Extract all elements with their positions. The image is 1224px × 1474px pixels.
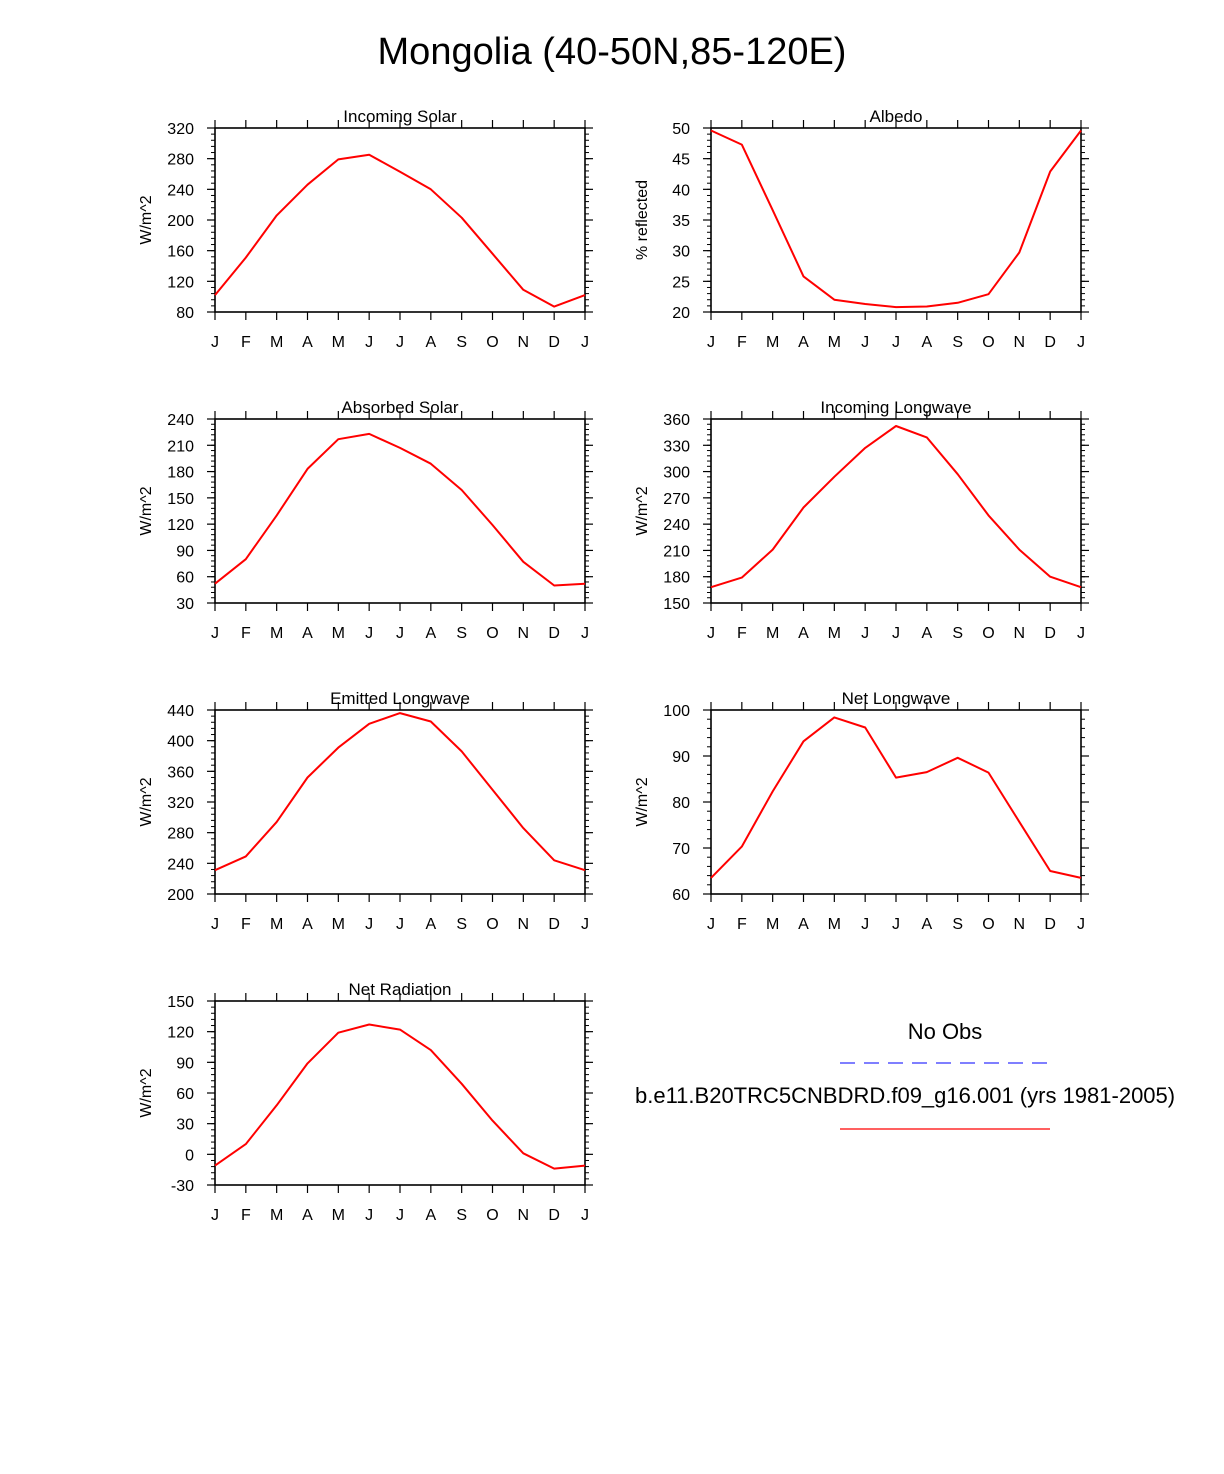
x-tick-label: M bbox=[827, 625, 841, 642]
x-tick-label: J bbox=[396, 916, 404, 933]
y-tick-label: 360 bbox=[663, 412, 690, 429]
x-tick-label: N bbox=[517, 625, 530, 642]
series-line bbox=[711, 426, 1081, 587]
x-tick-label: J bbox=[1077, 334, 1085, 351]
y-tick-label: 25 bbox=[672, 274, 690, 292]
y-tick-label: 320 bbox=[167, 121, 194, 138]
x-tick-label: J bbox=[211, 625, 219, 642]
y-tick-label: 240 bbox=[167, 412, 194, 429]
x-tick-label: S bbox=[456, 916, 468, 933]
plot-frame bbox=[215, 419, 585, 603]
y-tick-label: 440 bbox=[167, 703, 194, 720]
x-tick-label: J bbox=[365, 916, 374, 933]
y-tick-label: 0 bbox=[185, 1147, 194, 1165]
x-tick-label: J bbox=[396, 334, 404, 351]
series-line bbox=[215, 434, 585, 586]
x-tick-label: M bbox=[766, 334, 780, 351]
y-tick-label: 50 bbox=[672, 121, 690, 138]
x-tick-label: S bbox=[952, 334, 964, 351]
y-tick-label: 240 bbox=[167, 182, 194, 200]
plot-frame bbox=[711, 128, 1081, 312]
y-tick-label: 280 bbox=[167, 825, 194, 843]
y-axis-label: W/m^2 bbox=[138, 1068, 155, 1118]
panel-title: Absorbed Solar bbox=[341, 398, 459, 417]
x-tick-label: F bbox=[240, 916, 251, 933]
panel-incoming-longwave bbox=[634, 398, 1089, 642]
x-tick-label: J bbox=[211, 1207, 219, 1224]
x-tick-label: D bbox=[548, 916, 560, 933]
y-tick-label: 60 bbox=[176, 1086, 194, 1103]
y-tick-label: 120 bbox=[167, 517, 194, 535]
x-tick-label: F bbox=[240, 625, 251, 642]
panel-emitted-longwave bbox=[138, 689, 593, 933]
panel-incoming-solar bbox=[138, 107, 593, 351]
panels bbox=[138, 107, 1089, 1224]
x-tick-label: J bbox=[892, 916, 900, 933]
y-tick-label: 150 bbox=[167, 490, 194, 508]
x-tick-label: A bbox=[302, 334, 313, 351]
y-tick-label: -30 bbox=[170, 1178, 194, 1195]
x-tick-label: A bbox=[425, 1207, 437, 1224]
y-tick-label: 40 bbox=[672, 182, 690, 200]
series-line bbox=[711, 131, 1081, 308]
x-tick-label: J bbox=[581, 916, 589, 933]
y-axis-label: W/m^2 bbox=[138, 195, 155, 245]
y-tick-label: 150 bbox=[167, 994, 194, 1011]
x-tick-label: M bbox=[766, 625, 780, 642]
y-tick-label: 20 bbox=[672, 305, 690, 322]
plot-frame bbox=[711, 419, 1081, 603]
y-tick-label: 330 bbox=[663, 438, 690, 456]
plot-frame bbox=[215, 128, 585, 312]
x-tick-label: O bbox=[486, 1207, 499, 1224]
x-tick-label: D bbox=[1044, 916, 1056, 933]
y-tick-label: 150 bbox=[663, 596, 690, 613]
x-tick-label: D bbox=[1044, 334, 1056, 351]
x-tick-label: A bbox=[798, 334, 809, 351]
panel-title: Incoming Solar bbox=[343, 107, 457, 126]
series-line bbox=[215, 713, 585, 870]
x-tick-label: J bbox=[396, 1207, 404, 1224]
series-line bbox=[215, 155, 585, 307]
x-tick-label: N bbox=[517, 1207, 530, 1224]
x-tick-label: A bbox=[425, 334, 437, 351]
x-tick-label: S bbox=[456, 625, 468, 642]
plot-frame bbox=[215, 710, 585, 894]
legend-model-label: b.e11.B20TRC5CNBDRD.f09_g16.001 (yrs 1981-2005) bbox=[635, 1083, 1176, 1108]
panel-title: Emitted Longwave bbox=[330, 689, 470, 708]
x-tick-label: J bbox=[861, 625, 870, 642]
x-tick-label: M bbox=[827, 334, 841, 351]
x-tick-label: F bbox=[240, 334, 251, 351]
panel-absorbed-solar bbox=[138, 398, 593, 642]
panel-title: Albedo bbox=[869, 107, 923, 126]
x-tick-label: J bbox=[1077, 625, 1085, 642]
x-tick-label: M bbox=[331, 916, 345, 933]
y-tick-label: 160 bbox=[167, 243, 194, 261]
panel-title: Net Radiation bbox=[348, 980, 452, 999]
x-tick-label: A bbox=[425, 625, 437, 642]
x-tick-label: A bbox=[302, 625, 313, 642]
y-tick-label: 300 bbox=[663, 464, 690, 482]
y-tick-label: 120 bbox=[167, 274, 194, 292]
y-tick-label: 400 bbox=[167, 733, 194, 751]
x-tick-label: N bbox=[1013, 334, 1026, 351]
y-tick-label: 210 bbox=[167, 438, 194, 456]
x-tick-label: J bbox=[892, 625, 900, 642]
x-tick-label: F bbox=[736, 334, 747, 351]
x-tick-label: D bbox=[548, 334, 560, 351]
y-tick-label: 60 bbox=[672, 887, 690, 904]
y-axis-label: W/m^2 bbox=[138, 777, 155, 827]
x-tick-label: S bbox=[952, 625, 964, 642]
x-tick-label: O bbox=[982, 334, 995, 351]
y-tick-label: 35 bbox=[672, 213, 690, 230]
x-tick-label: F bbox=[736, 916, 747, 933]
x-tick-label: J bbox=[365, 1207, 374, 1224]
x-tick-label: O bbox=[486, 916, 499, 933]
x-tick-label: J bbox=[581, 625, 589, 642]
x-tick-label: M bbox=[827, 916, 841, 933]
y-tick-label: 240 bbox=[167, 856, 194, 874]
x-tick-label: O bbox=[486, 334, 499, 351]
y-axis-label: W/m^2 bbox=[634, 777, 651, 827]
x-tick-label: J bbox=[861, 916, 870, 933]
x-tick-label: J bbox=[1077, 916, 1085, 933]
x-tick-label: J bbox=[211, 916, 219, 933]
x-tick-label: A bbox=[302, 1207, 313, 1224]
x-tick-label: J bbox=[861, 334, 870, 351]
x-tick-label: D bbox=[1044, 625, 1056, 642]
y-tick-label: 200 bbox=[167, 887, 194, 904]
x-tick-label: J bbox=[396, 625, 404, 642]
x-tick-label: N bbox=[517, 916, 530, 933]
x-tick-label: N bbox=[1013, 625, 1026, 642]
y-tick-label: 45 bbox=[672, 151, 690, 169]
y-tick-label: 70 bbox=[672, 841, 690, 858]
x-tick-label: J bbox=[581, 1207, 589, 1224]
y-tick-label: 200 bbox=[167, 213, 194, 230]
x-tick-label: M bbox=[766, 916, 780, 933]
x-tick-label: A bbox=[425, 916, 437, 933]
panel-albedo bbox=[634, 107, 1089, 351]
y-tick-label: 180 bbox=[663, 569, 690, 587]
x-tick-label: M bbox=[270, 334, 284, 351]
y-tick-label: 60 bbox=[176, 569, 194, 587]
y-tick-label: 320 bbox=[167, 795, 194, 812]
x-tick-label: A bbox=[921, 334, 933, 351]
x-tick-label: D bbox=[548, 625, 560, 642]
y-axis-label: W/m^2 bbox=[634, 486, 651, 536]
series-line bbox=[711, 717, 1081, 878]
series-line bbox=[215, 1025, 585, 1169]
x-tick-label: D bbox=[548, 1207, 560, 1224]
x-tick-label: S bbox=[456, 334, 468, 351]
y-tick-label: 90 bbox=[176, 543, 194, 561]
x-tick-label: N bbox=[517, 334, 530, 351]
y-tick-label: 90 bbox=[176, 1055, 194, 1073]
x-tick-label: F bbox=[736, 625, 747, 642]
y-tick-label: 80 bbox=[672, 795, 690, 812]
y-tick-label: 270 bbox=[663, 490, 690, 508]
panel-title: Incoming Longwave bbox=[820, 398, 972, 417]
x-tick-label: J bbox=[581, 334, 589, 351]
panel-net-longwave bbox=[634, 689, 1089, 933]
y-tick-label: 90 bbox=[672, 749, 690, 766]
x-tick-label: M bbox=[331, 334, 345, 351]
y-tick-label: 120 bbox=[167, 1024, 194, 1042]
y-tick-label: 280 bbox=[167, 151, 194, 169]
x-tick-label: M bbox=[331, 625, 345, 642]
x-tick-label: O bbox=[982, 916, 995, 933]
y-tick-label: 30 bbox=[176, 596, 194, 613]
x-tick-label: J bbox=[365, 625, 374, 642]
y-tick-label: 360 bbox=[167, 764, 194, 782]
x-tick-label: M bbox=[270, 1207, 284, 1224]
x-tick-label: N bbox=[1013, 916, 1026, 933]
panel-net-radiation bbox=[138, 980, 593, 1224]
y-tick-label: 100 bbox=[663, 703, 690, 720]
x-tick-label: A bbox=[302, 916, 313, 933]
x-tick-label: S bbox=[952, 916, 964, 933]
figure-title: Mongolia (40-50N,85-120E) bbox=[377, 31, 847, 73]
y-tick-label: 180 bbox=[167, 464, 194, 482]
x-tick-label: O bbox=[982, 625, 995, 642]
x-tick-label: O bbox=[486, 625, 499, 642]
x-tick-label: A bbox=[921, 916, 933, 933]
y-tick-label: 30 bbox=[672, 243, 690, 261]
y-tick-label: 240 bbox=[663, 517, 690, 535]
x-tick-label: J bbox=[211, 334, 219, 351]
y-tick-label: 80 bbox=[176, 305, 194, 322]
x-tick-label: J bbox=[707, 916, 715, 933]
x-tick-label: A bbox=[798, 916, 809, 933]
y-axis-label: W/m^2 bbox=[138, 486, 155, 536]
y-axis-label: % reflected bbox=[634, 179, 651, 261]
x-tick-label: A bbox=[798, 625, 809, 642]
x-tick-label: F bbox=[240, 1207, 251, 1224]
y-tick-label: 30 bbox=[176, 1116, 194, 1134]
x-tick-label: J bbox=[707, 334, 715, 351]
x-tick-label: M bbox=[270, 916, 284, 933]
legend bbox=[635, 1019, 1175, 1129]
legend-obs-label: No Obs bbox=[907, 1019, 983, 1044]
y-tick-label: 210 bbox=[663, 543, 690, 561]
x-tick-label: M bbox=[331, 1207, 345, 1224]
x-tick-label: J bbox=[892, 334, 900, 351]
x-tick-label: A bbox=[921, 625, 933, 642]
x-tick-label: S bbox=[456, 1207, 468, 1224]
x-tick-label: J bbox=[365, 334, 374, 351]
x-tick-label: J bbox=[707, 625, 715, 642]
x-tick-label: M bbox=[270, 625, 284, 642]
panel-title: Net Longwave bbox=[841, 689, 951, 708]
